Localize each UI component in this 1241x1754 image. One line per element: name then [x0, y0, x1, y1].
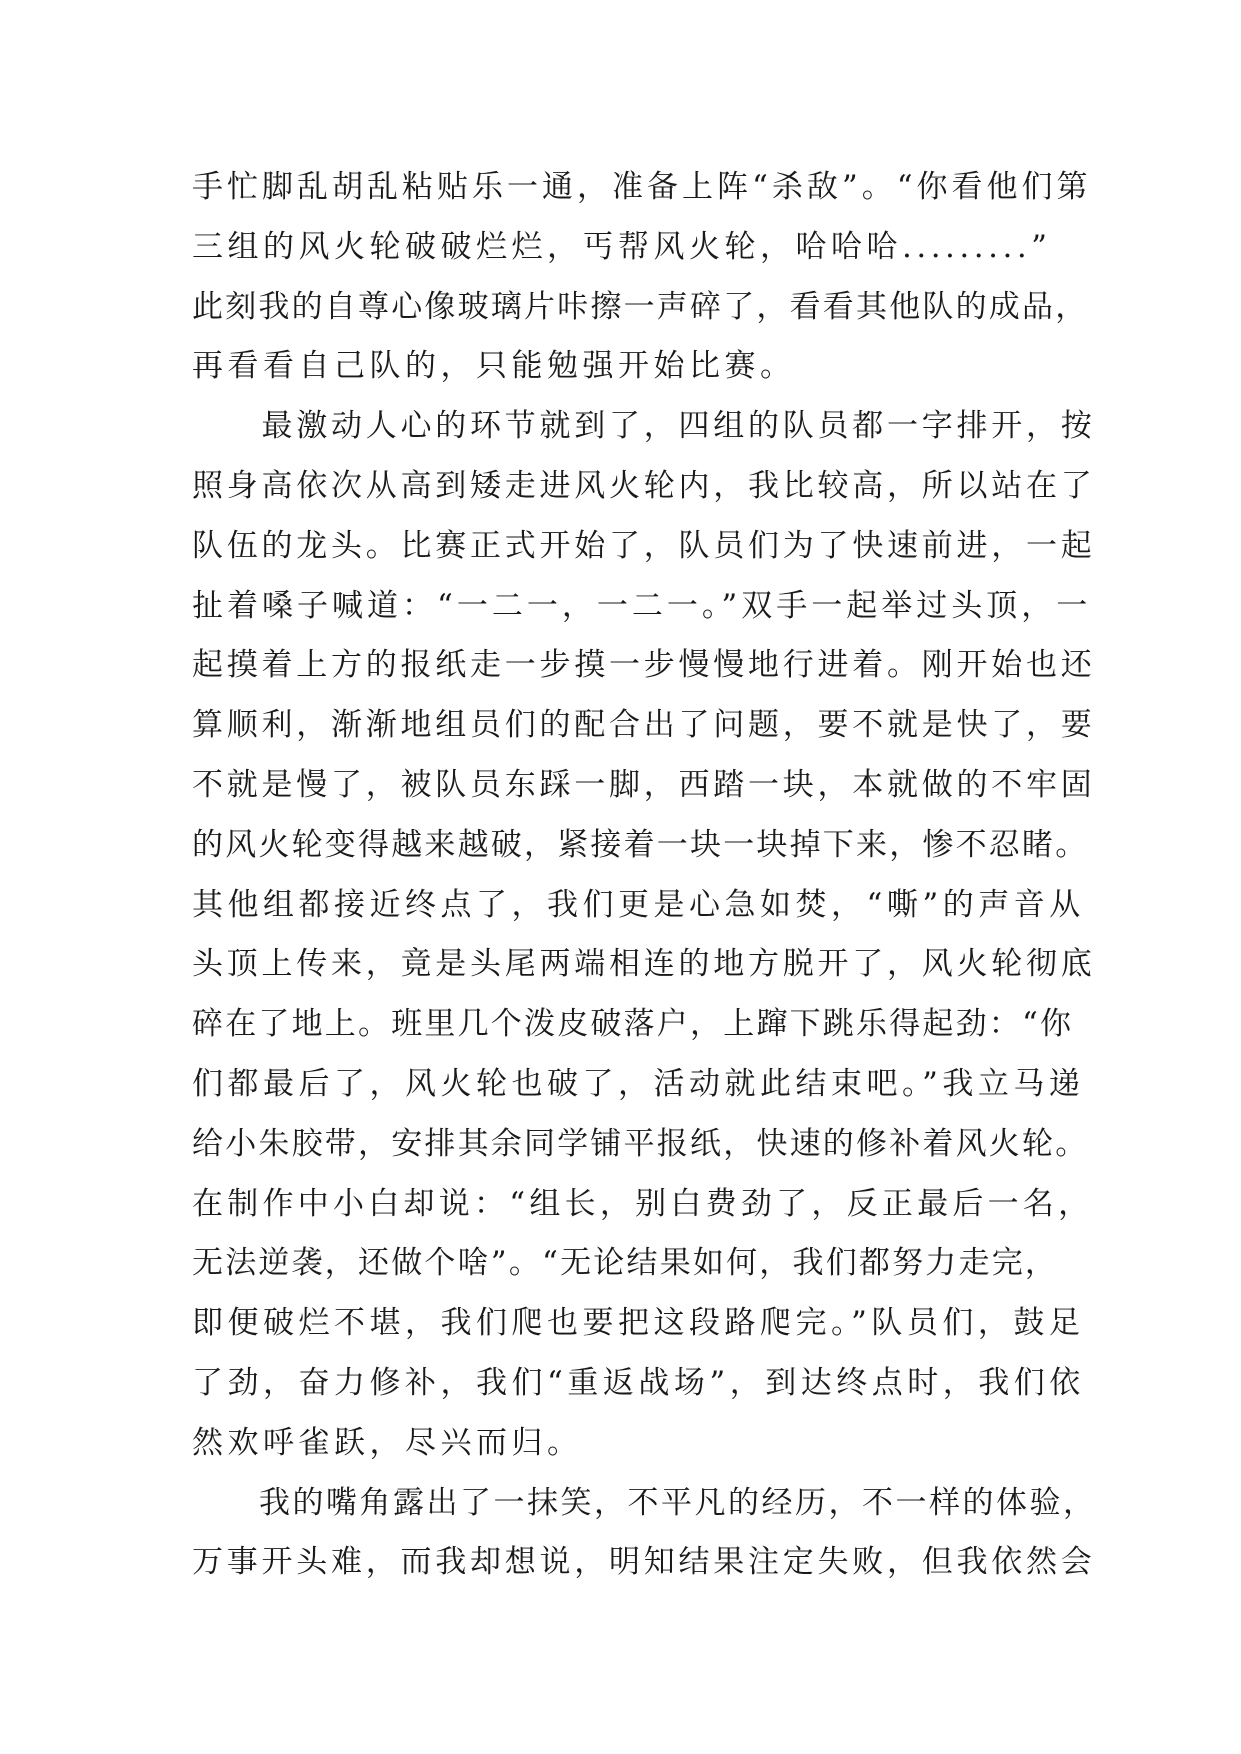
text-line: 其他组都接近终点了，我们更是心急如焚，“嘶”的声音从 [192, 886, 1085, 923]
text-line: 头顶上传来，竟是头尾两端相连的地方脱开了，风火轮彻底 [192, 946, 1096, 983]
text-line: 手忙脚乱胡乱粘贴乐一通，准备上阵“杀敌”。“你看他们第 [192, 169, 1092, 205]
text-line: 的风火轮变得越来越破，紧接着一块一块掉下来，惨不忍睹。 [192, 826, 1089, 863]
text-line: 即便破烂不堪，我们爬也要把这段路爬完。”队员们，鼓足 [192, 1305, 1085, 1342]
text-line: 扯着嗓子喊道：“一二一，一二一。”双手一起举过头顶，一 [192, 587, 1092, 624]
text-line: 算顺利，渐渐地组员们的配合出了问题，要不就是快了，要 [192, 707, 1096, 744]
text-line: 无法逆袭，还做个啥”。“无论结果如何，我们都努力走完， [192, 1245, 1059, 1282]
text-line: 在制作中小白却说：“组长，别白费劲了，反正最后一名， [192, 1185, 1094, 1222]
text-line: 不就是慢了，被队员东踩一脚，西踏一块，本就做的不牢固 [192, 766, 1096, 803]
text-line: 万事开头难，而我却想说，明知结果注定失败，但我依然会 [192, 1544, 1096, 1581]
paragraph-start-line: 我的嘴角露出了一抹笑，不平凡的经历，不一样的体验， [192, 1484, 1097, 1521]
text-line: 碎在了地上。班里几个泼皮破落户，上蹿下跳乐得起劲：“你 [192, 1006, 1074, 1043]
text-line: 们都最后了，风火轮也破了，活动就此结束吧。”我立马递 [192, 1065, 1085, 1102]
text-line: 照身高依次从高到矮走进风火轮内，我比较高，所以站在了 [192, 467, 1096, 504]
text-line: 了劲，奋力修补，我们“重返战场”，到达终点时，我们依 [192, 1364, 1085, 1401]
text-line: 然欢呼雀跃，尽兴而归。 [192, 1424, 583, 1461]
text-line: 队伍的龙头。比赛正式开始了，队员们为了快速前进，一起 [192, 527, 1096, 564]
text-line: 此刻我的自尊心像玻璃片咔擦一声碎了，看看其他队的成品， [192, 288, 1089, 325]
text-line: 三组的风火轮破破烂烂，丐帮风火轮，哈哈哈.........” [192, 228, 1052, 265]
text-line: 给小朱胶带，安排其余同学铺平报纸，快速的修补着风火轮。 [192, 1125, 1089, 1162]
body-text [192, 158, 1097, 1593]
text-line: 再看看自己队的，只能勉强开始比赛。 [192, 348, 796, 385]
text-line: 起摸着上方的报纸走一步摸一步慢慢地行进着。刚开始也还 [192, 647, 1096, 684]
paragraph-start-line: 最激动人心的环节就到了，四组的队员都一字排开，按 [192, 408, 1096, 445]
